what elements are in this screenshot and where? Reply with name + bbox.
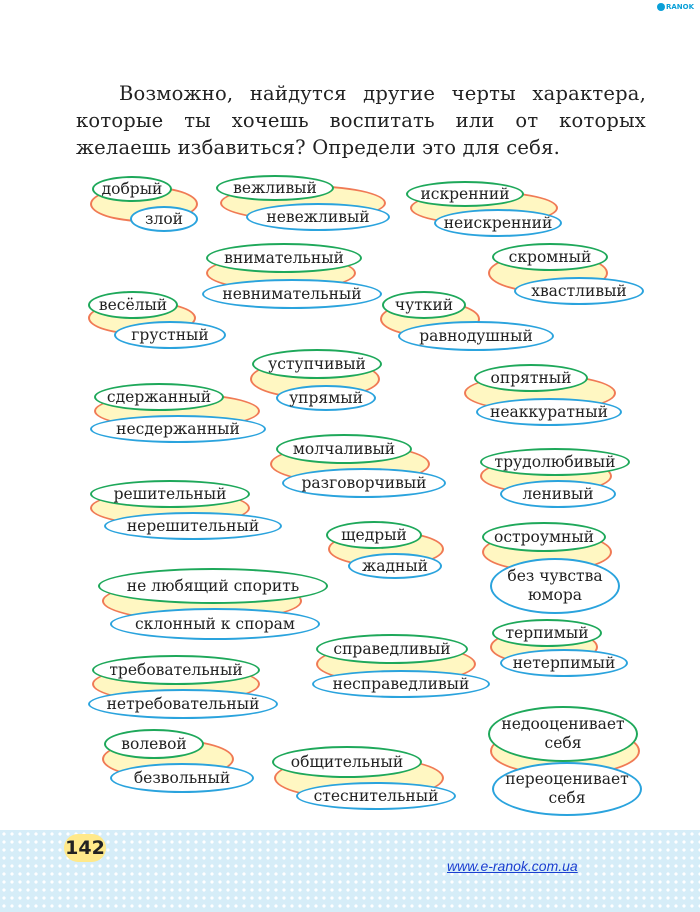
trait-positive: внимательный (206, 243, 362, 273)
trait-positive: сдержанный (94, 383, 224, 411)
trait-pair (462, 364, 622, 426)
trait-positive: искренний (406, 181, 524, 207)
trait-negative: склонный к спорам (110, 608, 320, 640)
trait-pair (478, 522, 642, 614)
trait-negative: несправедливый (312, 670, 490, 698)
trait-negative: злой (130, 206, 198, 232)
trait-positive: скромный (492, 243, 608, 271)
trait-pair (326, 521, 446, 581)
trait-negative: несдержанный (90, 415, 266, 443)
trait-pair (488, 619, 628, 679)
page-number: 142 (64, 834, 106, 862)
trait-positive: остроумный (482, 522, 606, 552)
trait-positive: опрятный (474, 364, 588, 392)
trait-pair (270, 746, 456, 812)
trait-pair (406, 181, 562, 239)
trait-positive: весёлый (88, 291, 178, 319)
trait-negative: переоценивает себя (492, 762, 642, 816)
trait-negative: нетребовательный (88, 689, 278, 719)
trait-positive: трудолюбивый (480, 448, 630, 476)
trait-negative: безвольный (110, 763, 254, 793)
trait-negative: ленивый (500, 480, 616, 508)
publisher-logo (657, 3, 694, 11)
trait-pair (216, 175, 392, 235)
publisher-logo-text: RANOK (665, 3, 694, 11)
trait-pair (88, 655, 278, 719)
trait-positive: молчаливый (276, 434, 412, 464)
trait-positive: волевой (104, 729, 204, 759)
trait-pair (378, 291, 554, 353)
trait-negative: разговорчивый (282, 468, 446, 498)
trait-positive: добрый (92, 176, 172, 202)
trait-negative: нерешительный (104, 512, 282, 540)
trait-negative: неискренний (434, 209, 562, 237)
trait-positive: общительный (272, 746, 422, 778)
trait-negative: жадный (348, 553, 442, 579)
trait-positive: чуткий (382, 291, 466, 319)
trait-negative: грустный (114, 321, 226, 349)
trait-negative: невнимательный (202, 279, 382, 309)
trait-positive: уступчивый (252, 349, 382, 379)
logo-icon (657, 3, 665, 11)
trait-pair (98, 568, 330, 642)
publisher-link[interactable]: www.e-ranok.com.ua (447, 858, 578, 874)
trait-negative: нетерпимый (500, 649, 628, 677)
trait-negative: неаккуратный (476, 398, 622, 426)
trait-positive: не любящий спорить (98, 568, 328, 604)
trait-negative: упрямый (276, 385, 376, 411)
trait-negative: без чувства юмора (490, 558, 620, 614)
trait-pair (86, 291, 226, 349)
trait-positive: вежливый (216, 175, 334, 201)
trait-pair (100, 729, 256, 793)
trait-pair (88, 176, 200, 236)
trait-negative: стеснительный (296, 782, 456, 810)
trait-negative: невежливый (246, 203, 390, 231)
trait-positive: решительный (90, 480, 250, 508)
trait-positive: справедливый (316, 634, 468, 664)
trait-pair (90, 383, 266, 445)
trait-positive: требовательный (92, 655, 260, 685)
trait-pair (248, 349, 384, 413)
intro-paragraph: Возможно, найдутся другие черты характера, которые ты хочешь воспитать или от которых желаешь избавиться? Определи это для себя. (76, 82, 646, 159)
trait-pair (312, 634, 492, 700)
trait-pair (268, 434, 446, 500)
trait-pair (486, 706, 644, 818)
trait-positive: щедрый (326, 521, 422, 549)
trait-pair (86, 480, 282, 542)
trait-pair (478, 448, 632, 510)
trait-positive: терпимый (492, 619, 602, 647)
trait-negative: хвастливый (514, 277, 644, 305)
trait-negative: равнодушный (398, 321, 554, 351)
trait-positive: недооценивает себя (488, 706, 638, 762)
trait-pair (202, 243, 382, 311)
